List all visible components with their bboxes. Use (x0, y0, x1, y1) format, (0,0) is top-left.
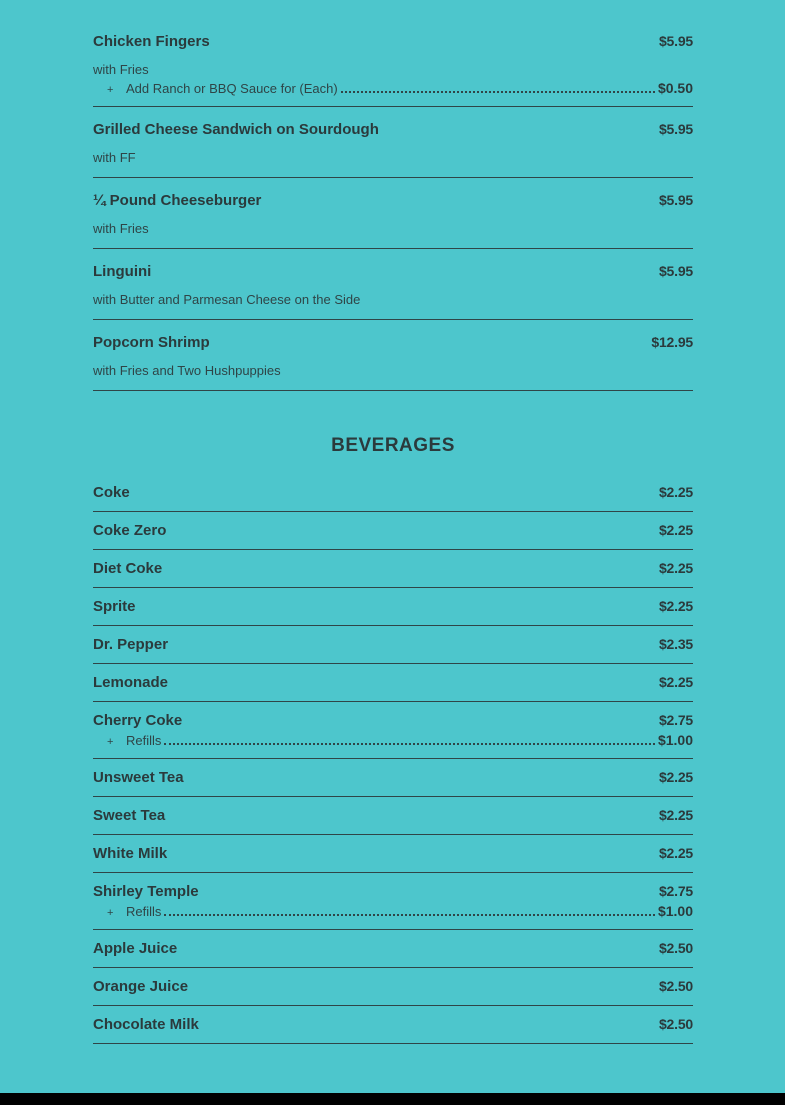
dot-leader (164, 743, 655, 745)
addon-price: $1.00 (657, 903, 693, 919)
beverage-item-unsweet-tea (93, 769, 693, 797)
item-name: Sprite (93, 598, 136, 615)
food-section (93, 30, 693, 391)
menu-item-grilled-cheese (93, 118, 693, 178)
beverage-item-lemonade (93, 674, 693, 702)
item-description: with FF (93, 150, 136, 165)
menu-item-cheeseburger (93, 189, 693, 249)
item-name: Cherry Coke (93, 712, 183, 729)
item-addon (93, 80, 693, 96)
item-price: $2.50 (658, 1016, 693, 1032)
beverage-item-apple-juice (93, 940, 693, 968)
item-price: $5.95 (658, 263, 693, 279)
dot-leader (341, 91, 655, 93)
item-name: Lemonade (93, 674, 169, 691)
item-name: White Milk (93, 845, 168, 862)
item-name: Apple Juice (93, 940, 178, 957)
item-price: $2.75 (658, 712, 693, 728)
beverage-item-sweet-tea (93, 807, 693, 835)
item-price: $2.25 (658, 522, 693, 538)
item-price: $2.50 (658, 978, 693, 994)
item-price: $2.75 (658, 883, 693, 899)
beverages-section (93, 484, 693, 1044)
bottom-bar (0, 1093, 785, 1105)
item-name: Coke (93, 484, 130, 501)
beverage-item-chocolate-milk (93, 1016, 693, 1044)
beverage-item-diet-coke (93, 560, 693, 588)
item-price: $2.25 (658, 560, 693, 576)
item-price: $2.50 (658, 940, 693, 956)
item-name: Popcorn Shrimp (93, 334, 210, 351)
item-price: $2.25 (658, 769, 693, 785)
menu-item-popcorn-shrimp (93, 331, 693, 391)
item-price: $2.25 (658, 807, 693, 823)
item-price: $2.25 (658, 845, 693, 861)
item-name: Unsweet Tea (93, 769, 184, 786)
addon-label: Refills (126, 733, 162, 748)
item-description: with Butter and Parmesan Cheese on the Side (93, 292, 361, 307)
item-price: $5.95 (658, 192, 693, 208)
item-description: with Fries and Two Hushpuppies (93, 363, 281, 378)
addon-label: Add Ranch or BBQ Sauce for (Each) (126, 81, 338, 96)
item-price: $5.95 (658, 121, 693, 137)
menu-item-chicken-fingers (93, 30, 693, 107)
item-price: $2.35 (658, 636, 693, 652)
addon-label: Refills (126, 904, 162, 919)
item-name: Chicken Fingers (93, 33, 210, 50)
beverage-item-coke (93, 484, 693, 512)
item-addon (93, 732, 693, 748)
item-price: $2.25 (658, 674, 693, 690)
beverage-item-orange-juice (93, 978, 693, 1006)
addon-price: $1.00 (657, 732, 693, 748)
beverage-item-white-milk (93, 845, 693, 873)
item-addon (93, 903, 693, 919)
item-name: ¼ Pound Cheeseburger (93, 192, 262, 209)
item-name: Grilled Cheese Sandwich on Sourdough (93, 121, 379, 138)
item-name: Dr. Pepper (93, 636, 169, 653)
beverages-heading: BEVERAGES (331, 435, 455, 456)
item-price: $2.25 (658, 484, 693, 500)
item-description: with Fries (93, 221, 149, 236)
item-description: with Fries (93, 62, 149, 77)
dot-leader (164, 914, 655, 916)
item-price: $12.95 (651, 334, 693, 350)
beverage-item-cherry-coke (93, 712, 693, 759)
beverage-item-sprite (93, 598, 693, 626)
beverage-item-shirley-temple (93, 883, 693, 930)
item-name: Sweet Tea (93, 807, 166, 824)
menu-item-linguini (93, 260, 693, 320)
item-name: Shirley Temple (93, 883, 199, 900)
plus-icon: + (107, 736, 114, 748)
item-name: Coke Zero (93, 522, 167, 539)
item-name: Orange Juice (93, 978, 189, 995)
item-name: Diet Coke (93, 560, 163, 577)
item-name: Chocolate Milk (93, 1016, 199, 1033)
beverage-item-coke-zero (93, 522, 693, 550)
item-price: $5.95 (658, 33, 693, 49)
plus-icon: + (107, 907, 114, 919)
menu-page (93, 30, 693, 1054)
addon-price: $0.50 (657, 80, 693, 96)
plus-icon: + (107, 84, 114, 96)
item-name: Linguini (93, 263, 152, 280)
beverage-item-dr-pepper (93, 636, 693, 664)
item-price: $2.25 (658, 598, 693, 614)
